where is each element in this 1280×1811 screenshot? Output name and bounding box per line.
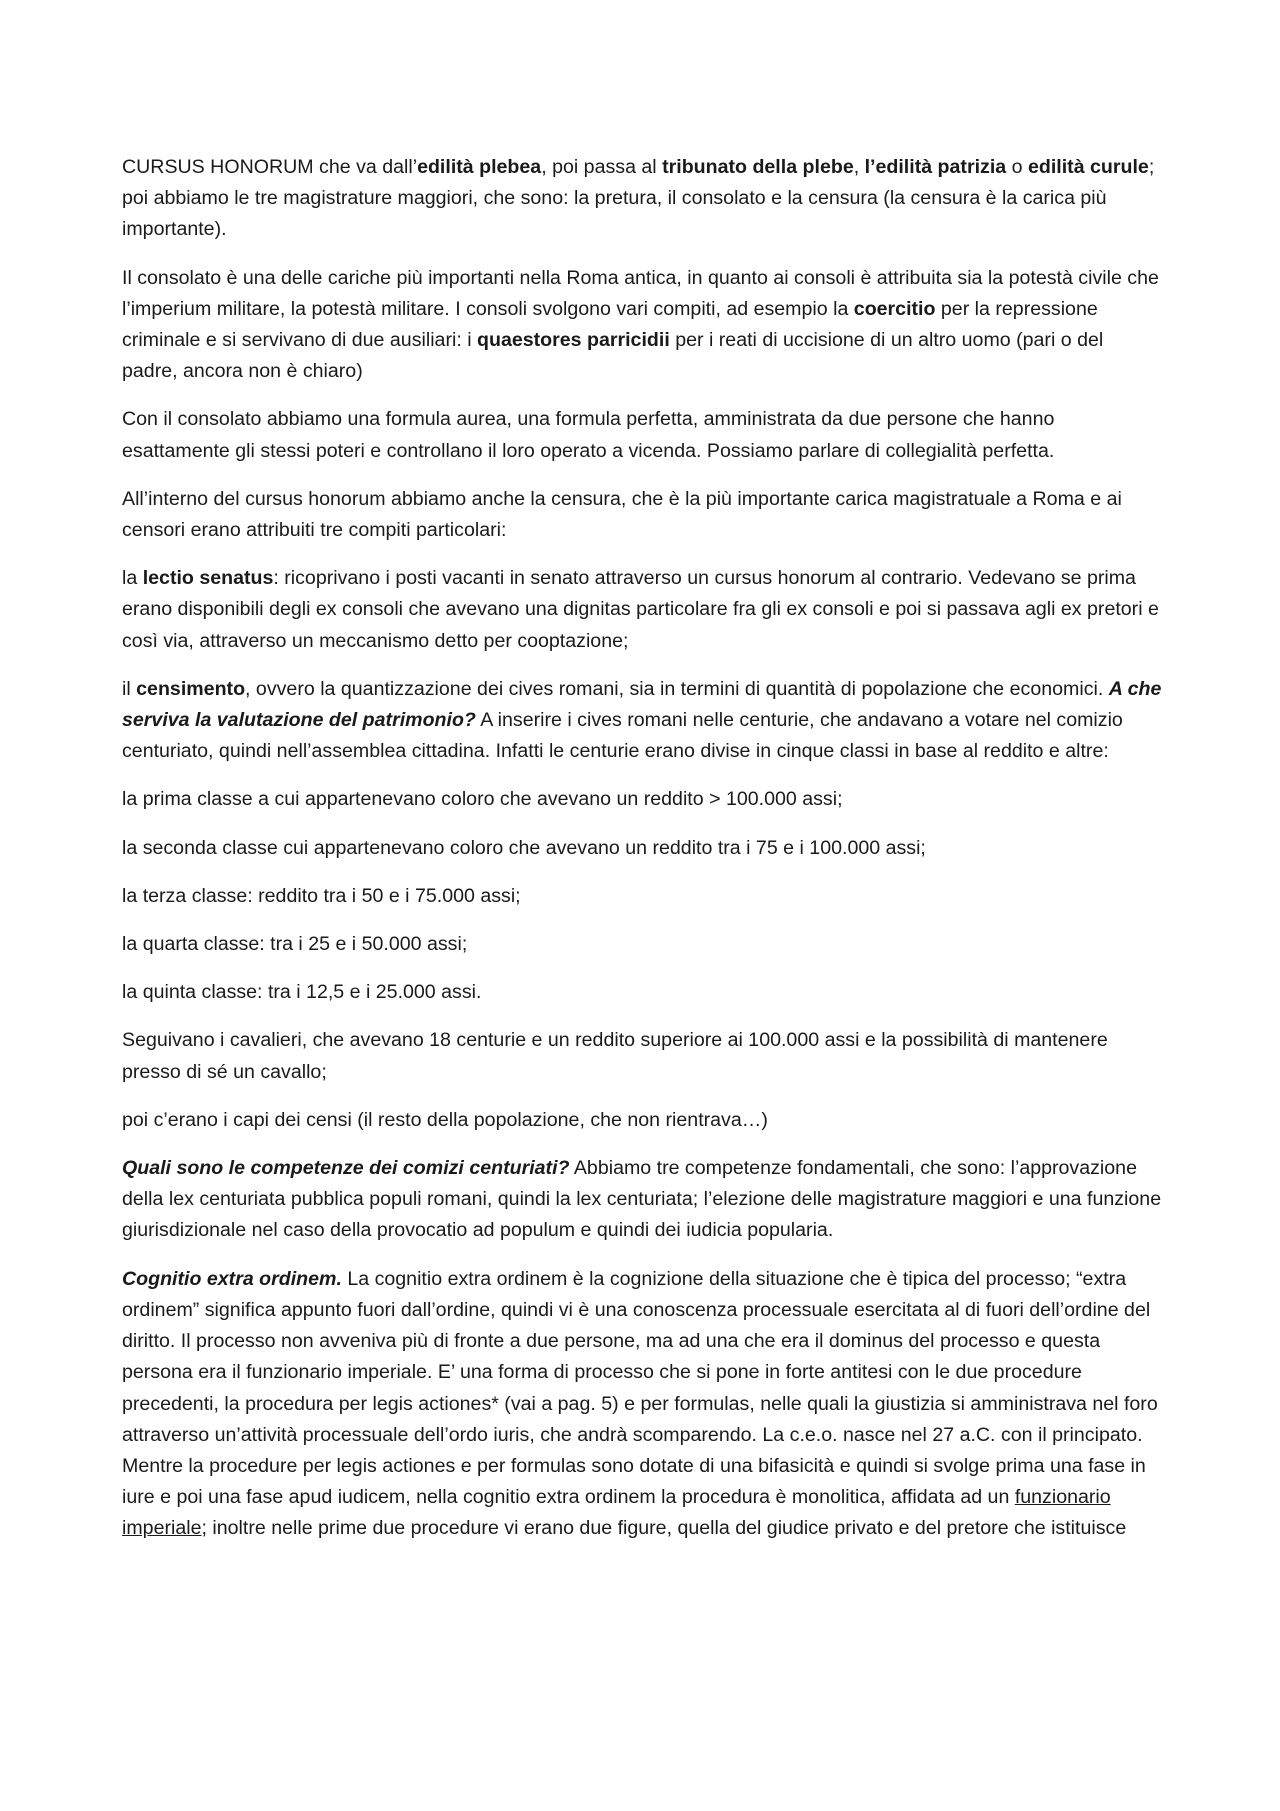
paragraph-cognitio-extra-ordinem xyxy=(122,1264,1162,1545)
text: , ovvero la quantizzazione dei cives romani, sia in termini di quantità di popolazione che economici. xyxy=(245,677,1109,700)
paragraph-cursus-honorum xyxy=(122,152,1162,246)
bold-term: tribunato della plebe xyxy=(662,156,854,178)
text: , xyxy=(853,156,865,178)
paragraph-terza-classe: la terza classe: reddito tra i 50 e i 75.000 assi; xyxy=(122,884,521,907)
paragraph-capi-censi: poi c’erano i capi dei censi (il resto della popolazione, che non rientrava…) xyxy=(122,1108,768,1131)
bold-term: edilità plebea xyxy=(417,156,542,178)
bold-italic-question: A che serviva la valutazione del patrimonio? xyxy=(122,677,1162,732)
bold-italic-question: Quali sono le competenze dei comizi centuriati? xyxy=(122,1157,570,1180)
paragraph-quarta-classe: la quarta classe: tra i 25 e i 50.000 assi; xyxy=(122,933,468,956)
bold-term: l’edilità patrizia xyxy=(864,156,1007,178)
paragraph-quinta-classe: la quinta classe: tra i 12,5 e i 25.000 assi. xyxy=(122,981,482,1004)
text: La cognitio extra ordinem è la cognizione della situazione che è tipica del processo; “extra ordinem” significa appunto fuori dall’ordine, quindi vi è una conoscenza processuale esercitata al di fuori dell’ordine del diritto. Il processo non avveniva più di fronte a due persone, ma ad una che era il dominus del processo e questa persona era il funzionario imperiale. E’ una forma di processo che si pone in forte antitesi con le due procedure precedenti, la procedura per legis actiones* (vai a pag. 5) e per formulas, nelle quali la giustizia si amministrava nel foro attraverso un’attività processuale dell’ordo iuris, che andrà scomparendo. La c.e.o. nasce nel 27 a.C. con il principato. Mentre la procedure per legis actiones e per formulas sono dotate di una bifasicità e quindi si svolge prima una fase in iure e poi una fase apud iudicem, nella cognitio extra ordinem la procedura è monolitica, affidata ad un xyxy=(122,1267,1158,1509)
text: Abbiamo tre competenze fondamentali, che sono: l’approvazione della lex centuriata pubblica populi romani, quindi la lex centuriata; l’elezione delle magistrature maggiori e una funzione giurisdizionale nel caso della provocatio ad populum e quindi dei iudicia popularia. xyxy=(122,1157,1162,1242)
paragraph-consolato xyxy=(122,263,1162,388)
bold-term: quaestores parricidii xyxy=(477,329,670,352)
bold-term: lectio senatus xyxy=(142,567,274,590)
text: A inserire i cives romani nelle centurie, che andavano a votare nel comizio centuriato, quindi nell’assemblea cittadina. Infatti le centurie erano divise in cinque classi in base al reddito e altre: xyxy=(122,709,1123,763)
text: per la repressione criminale e si servivano di due ausiliari: i xyxy=(122,297,1098,352)
bold-italic-heading: Cognitio extra ordinem. xyxy=(122,1267,342,1290)
paragraph-comizi-centuriati xyxy=(122,1153,1162,1247)
paragraph-censimento xyxy=(122,674,1162,768)
bold-term: coercitio xyxy=(853,297,936,320)
paragraph-collegialita: Con il consolato abbiamo una formula aurea, una formula perfetta, amministrata da due persone che hanno esattamente gli stessi poteri e controllano il loro operato a vicenda. Possiamo parlare di collegialità perfetta. xyxy=(122,408,1055,462)
bold-term: censimento xyxy=(136,677,246,700)
paragraph-lectio-senatus xyxy=(122,563,1162,657)
text: CURSUS HONORUM che va dall’ xyxy=(122,156,418,178)
text: ; inoltre nelle prime due procedure vi erano due figure, quella del giudice privato e del pretore che istituisce xyxy=(201,1517,1127,1540)
text: o xyxy=(1006,156,1028,178)
underlined-term: funzionario imperiale xyxy=(122,1486,1111,1540)
text: Il consolato è una delle cariche più importanti nella Roma antica, in quanto ai consoli è attribuita sia la potestà civile che l’imperium militare, la potestà militare. I consoli svolgono vari compiti, ad esempio la xyxy=(122,266,1159,320)
text: , poi passa al xyxy=(541,156,663,178)
paragraph-prima-classe: la prima classe a cui appartenevano coloro che avevano un reddito > 100.000 assi; xyxy=(122,788,843,811)
bold-term: edilità curule xyxy=(1027,156,1149,178)
paragraph-seconda-classe: la seconda classe cui appartenevano coloro che avevano un reddito tra i 75 e i 100.000 assi; xyxy=(122,836,926,859)
paragraph-censura: All’interno del cursus honorum abbiamo anche la censura, che è la più importante carica magistratuale a Roma e ai censori erano attribuiti tre compiti particolari: xyxy=(122,487,1122,542)
text: per i reati di uccisione di un altro uomo (pari o del padre, ancora non è chiaro) xyxy=(122,329,1104,383)
text: la xyxy=(122,567,143,590)
text: ; poi abbiamo le tre magistrature maggiori, che sono: la pretura, il consolato e la censura (la censura è la carica più importante). xyxy=(122,156,1155,241)
document-body xyxy=(122,152,1162,1545)
text: : ricoprivano i posti vacanti in senato attraverso un cursus honorum al contrario. Vedevano se prima erano disponibili degli ex consoli che avevano una dignitas particolare fra gli ex consoli e poi si passava agli ex pretori e così via, attraverso un meccanismo detto per cooptazione; xyxy=(122,567,1159,652)
paragraph-cavalieri: Seguivano i cavalieri, che avevano 18 centurie e un reddito superiore ai 100.000 assi e la possibilità di mantenere presso di sé un cavallo; xyxy=(122,1029,1108,1083)
text: il xyxy=(122,677,137,700)
